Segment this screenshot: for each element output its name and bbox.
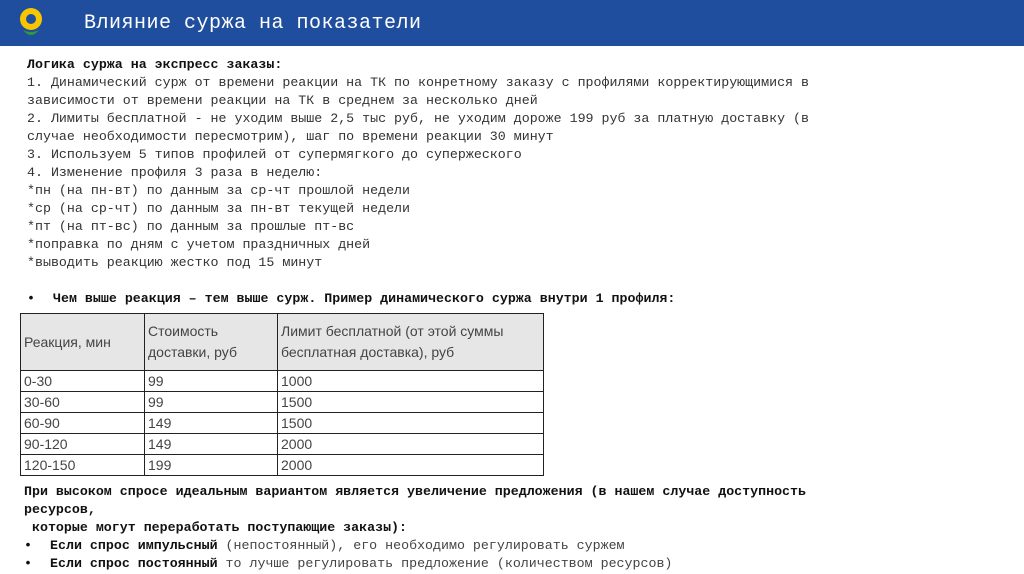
bullet-bold-text: Если спрос импульсный <box>50 538 218 553</box>
slide-header <box>0 0 1024 46</box>
table-cell: 120-150 <box>21 455 145 476</box>
logic-line: *пн (на пн-вт) по данным за ср-чт прошлой недели <box>27 183 411 198</box>
table-cell: 2000 <box>278 455 544 476</box>
conclusion-line: При высоком спросе идеальным вариантом является увеличение предложения (в нашем случае доступность <box>24 484 806 499</box>
conclusion-line: ресурсов, <box>24 502 96 517</box>
table-cell: 2000 <box>278 434 544 455</box>
table-row <box>21 455 544 476</box>
table-cell: 0-30 <box>21 371 145 392</box>
logic-heading: Логика суржа на экспресс заказы: <box>27 57 283 72</box>
conclusion-section <box>24 483 1014 573</box>
table-header-cell: Лимит бесплатной (от этой суммы бесплатная доставка), руб <box>278 314 544 371</box>
table-cell: 149 <box>145 434 278 455</box>
logic-line: зависимости от времени реакции на ТК в среднем за несколько дней <box>27 93 538 108</box>
table-row <box>21 434 544 455</box>
table-cell: 199 <box>145 455 278 476</box>
table-cell: 1000 <box>278 371 544 392</box>
conclusion-line: которые могут переработать поступающие заказы): <box>24 520 408 535</box>
logic-section <box>27 56 1007 308</box>
table-header-cell: Реакция, мин <box>21 314 145 371</box>
sunflower-logo-icon <box>14 6 48 40</box>
logic-line: *пт (на пт-вс) по данным за прошлые пт-вс <box>27 219 355 234</box>
table-cell: 30-60 <box>21 392 145 413</box>
logic-line: 4. Изменение профиля 3 раза в неделю: <box>27 165 323 180</box>
bullet-text: то лучше регулировать предложение (количеством ресурсов) <box>217 556 673 571</box>
example-text: Чем выше реакция – тем выше сурж. Пример динамического суржа внутри 1 профиля: <box>53 291 676 306</box>
bullet-icon: • <box>27 291 35 306</box>
surge-table <box>20 313 544 476</box>
table-header-row <box>21 314 544 371</box>
table-cell: 60-90 <box>21 413 145 434</box>
table-cell: 99 <box>145 371 278 392</box>
logic-line: *выводить реакцию жестко под 15 минут <box>27 255 323 270</box>
table-header-cell: Стоимость доставки, руб <box>145 314 278 371</box>
conclusion-bullet <box>24 555 1014 573</box>
logic-line: случае необходимости пересмотрим), шаг по времени реакции 30 минут <box>27 129 554 144</box>
conclusion-bullet <box>24 537 1014 555</box>
table-cell: 99 <box>145 392 278 413</box>
table-cell: 90-120 <box>21 434 145 455</box>
logic-line: *ср (на ср-чт) по данным за пн-вт текущей недели <box>27 201 411 216</box>
logic-line: 1. Динамический сурж от времени реакции на ТК по конретному заказу с профилями корректирующимися в <box>27 75 809 90</box>
logic-line: *поправка по дням с учетом праздничных дней <box>27 237 371 252</box>
bullet-icon: • <box>24 556 32 571</box>
example-bullet <box>27 290 1007 308</box>
table-row <box>21 371 544 392</box>
table-cell: 1500 <box>278 392 544 413</box>
table-cell: 1500 <box>278 413 544 434</box>
bullet-bold-text: Если спрос постоянный <box>50 556 218 571</box>
bullet-text: (непостоянный), его необходимо регулировать суржем <box>217 538 625 553</box>
table-row <box>21 413 544 434</box>
logic-line: 2. Лимиты бесплатной - не уходим выше 2,5 тыс руб, не уходим дороже 199 руб за платную доставку (в <box>27 111 809 126</box>
logic-line: 3. Используем 5 типов профилей от супермягкого до супержеского <box>27 147 522 162</box>
table-cell: 149 <box>145 413 278 434</box>
bullet-icon: • <box>24 538 32 553</box>
slide-title: Влияние суржа на показатели <box>84 12 422 35</box>
table-row <box>21 392 544 413</box>
